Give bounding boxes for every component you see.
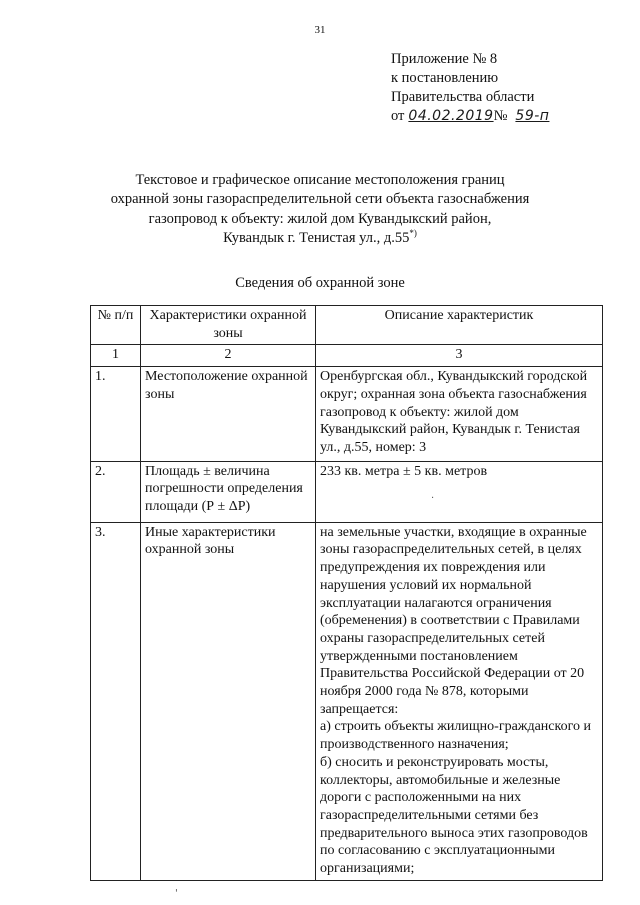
document-title (0, 171, 640, 248)
scan-speck: . (431, 490, 435, 501)
section-subtitle: Сведения об охранной зоне (235, 275, 405, 291)
zone-info-table (90, 305, 603, 881)
handwritten-number: 59-п (515, 108, 550, 124)
column-number: 2 (141, 345, 316, 367)
scan-speck: ' (175, 888, 178, 899)
table-header-row (91, 306, 603, 345)
row-number: 3. (91, 522, 141, 880)
column-number: 1 (91, 345, 141, 367)
page-number: 31 (314, 24, 326, 36)
handwritten-date: 04.02.2019 (408, 108, 494, 124)
number-label: № (493, 108, 508, 124)
title-line-4 (0, 229, 640, 248)
row-characteristic: Иные характеристики охранной зоны (141, 522, 316, 880)
table-column-numbers-row (91, 345, 603, 367)
row-characteristic: Местоположение охранной зоны (141, 367, 316, 462)
table-row (91, 522, 603, 880)
header-description: Описание характеристик (316, 306, 603, 345)
title-address: Кувандык г. Тенистая ул., д.55 (223, 229, 410, 246)
appendix-resolution: к постановлению (391, 70, 499, 86)
header-no: № п/п (91, 306, 141, 345)
column-number: 3 (316, 345, 603, 367)
header-characteristics: Характеристики охранной зоны (141, 306, 316, 345)
row-description: на земельные участки, входящие в охранные зоны газораспределительных сетей, в целях предупреждения их повреждения или нарушения условий их нормальной эксплуатации налагаются ограничения (обременения) в соответствии с Правилами охраны газораспределительных сетей утвержденными постановлением Правительства Российской Федерации от 20 ноября 2000 года № 878, которыми запрещается: а) строить объекты жилищно-гражданского и производственного назначения; б) сносить и реконструировать мосты, коллекторы, автомобильные и железные дороги с расположенными на них газораспределительными сетями без предварительного выноса этих газопроводов по согласованию с эксплуатационными организациями; (316, 522, 603, 880)
appendix-block (391, 50, 549, 126)
row-description: 233 кв. метра ± 5 кв. метров (316, 461, 603, 522)
row-number: 2. (91, 461, 141, 522)
appendix-title: Приложение № 8 (391, 51, 498, 67)
title-line-3: газопровод к объекту: жилой дом Кувандыкский район, (148, 210, 492, 227)
footnote-mark: *) (409, 227, 417, 238)
title-line-2: охранной зоны газораспределительной сети объекта газоснабжения (110, 191, 530, 208)
row-characteristic: Площадь ± величина погрешности определения площади (Р ± ΔР) (141, 461, 316, 522)
row-number: 1. (91, 367, 141, 462)
appendix-government: Правительства области (391, 89, 535, 105)
table-row (91, 461, 603, 522)
table-row (91, 367, 603, 462)
title-line-1: Текстовое и графическое описание местоположения границ (135, 172, 505, 188)
date-prefix: от (391, 108, 405, 124)
appendix-date-line (391, 107, 549, 126)
row-description: Оренбургская обл., Кувандыкский городской округ; охранная зона объекта газоснабжения газопровод к объекту: жилой дом Кувандыкский район, Кувандык г. Тенистая ул., д.55, номер: 3 (316, 367, 603, 462)
